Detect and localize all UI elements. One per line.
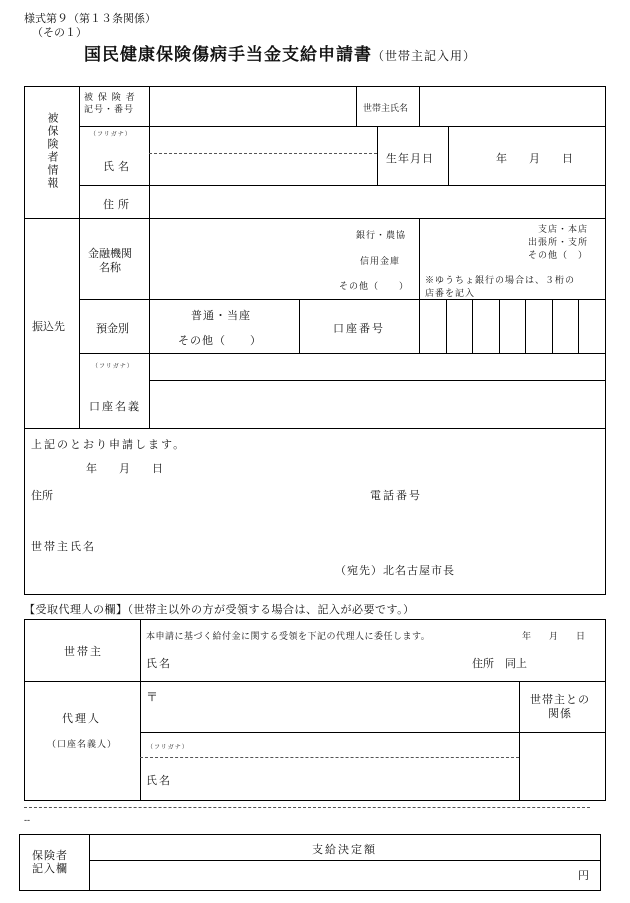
deposit-option-other[interactable]: その他（ ） — [178, 334, 262, 347]
insured-address-label: 住所 — [103, 198, 133, 211]
deposit-option-regular[interactable]: 普通・当座 — [191, 309, 251, 322]
bank-type-3[interactable]: その他（ ） — [339, 282, 410, 292]
account-holder-label: 口座名義 — [89, 400, 141, 413]
household-head-name-field[interactable] — [180, 650, 460, 676]
form-title — [84, 40, 476, 65]
insured-number-label: 被 保 険 者 記号・番号 — [84, 93, 136, 115]
insured-name-label: 氏名 — [103, 160, 133, 173]
agent-label: 代理人 — [62, 712, 101, 725]
bank-type-1[interactable]: 銀行・農協 — [356, 231, 407, 241]
agent-furigana-label: （フリガナ） — [147, 744, 189, 751]
head-name-label: 世帯主氏名 — [363, 104, 409, 114]
relation-field[interactable] — [521, 734, 604, 799]
account-number-field[interactable] — [421, 301, 604, 351]
addressee: （宛先）北名古屋市長 — [335, 564, 455, 577]
deposit-type-label: 預金別 — [96, 322, 129, 335]
application-statement: 上記のとおり申請します。 — [31, 438, 187, 451]
branch-type-2[interactable]: 出張所・支所 — [528, 238, 589, 248]
insured-furigana-label: （フリガナ） — [90, 131, 132, 138]
agent-name-label: 氏名 — [146, 774, 172, 787]
cut-line-continuation: -- — [24, 816, 31, 826]
title-main: 国民健康保険傷病手当金支給申請書 — [84, 45, 372, 65]
agent-section-header: 【受取代理人の欄】（世帯主以外の方が受領する場合は、記入が必要です。） — [24, 603, 415, 616]
insured-furigana-field[interactable] — [151, 128, 375, 152]
currency-unit: 円 — [578, 869, 589, 882]
insured-address-field[interactable] — [151, 187, 604, 217]
head-name-field[interactable] — [421, 88, 604, 124]
branch-type-1[interactable]: 支店・本店 — [538, 225, 589, 235]
insured-section-label: 被保険者情報 — [46, 112, 59, 190]
applicant-address-label: 住所 — [31, 489, 53, 502]
agent-sub-label: （口座名義人） — [47, 740, 118, 750]
agent-address-field[interactable] — [162, 684, 517, 730]
household-head-label: 世帯主 — [64, 645, 103, 658]
insured-number-field[interactable] — [151, 88, 354, 124]
dob-field[interactable]: 年 月 日 — [496, 152, 573, 165]
applicant-phone-label: 電話番号 — [370, 489, 422, 502]
account-number-label: 口座番号 — [333, 322, 385, 335]
amount-field[interactable] — [91, 862, 561, 889]
account-holder-field[interactable] — [151, 382, 604, 427]
transfer-section-label: 振込先 — [32, 320, 65, 333]
yucho-note: ※ゆうちょ銀行の場合は、３桁の 店番を記入 — [425, 276, 576, 299]
agent-name-field[interactable] — [180, 760, 517, 798]
delegation-date[interactable]: 年 月 日 — [522, 632, 586, 642]
application-date[interactable]: 年 月 日 — [86, 462, 163, 475]
holder-furigana-label: （フリガナ） — [92, 363, 134, 370]
office-use-label: 保険者 記入欄 — [32, 849, 68, 875]
dob-label: 生年月日 — [386, 152, 434, 165]
branch-type-3[interactable]: その他（ ） — [528, 251, 589, 261]
holder-furigana-field[interactable] — [151, 355, 604, 379]
agent-furigana-field[interactable] — [190, 736, 517, 756]
relation-label: 世帯主との 関係 — [530, 693, 590, 720]
bank-type-2[interactable]: 信用金庫 — [360, 257, 401, 267]
title-sub: （世帯主記入用） — [372, 49, 477, 63]
bank-name-label: 金融機関 名称 — [88, 247, 132, 274]
insured-name-field[interactable] — [151, 156, 375, 183]
household-head-name-label: 氏名 — [146, 657, 172, 670]
bank-name-field[interactable] — [151, 220, 331, 298]
address-same-note: 住所 同上 — [472, 657, 527, 670]
cut-line — [24, 807, 590, 808]
form-number: 様式第９（第１３条関係） — [24, 12, 156, 25]
amount-label: 支給決定額 — [312, 843, 377, 856]
applicant-head-name-label: 世帯主氏名 — [31, 540, 96, 553]
form-part: （その１） — [32, 26, 87, 39]
postal-mark: 〒 — [146, 690, 159, 704]
delegation-statement: 本申請に基づく給付金に関する受領を下記の代理人に委任します。 — [146, 632, 431, 642]
